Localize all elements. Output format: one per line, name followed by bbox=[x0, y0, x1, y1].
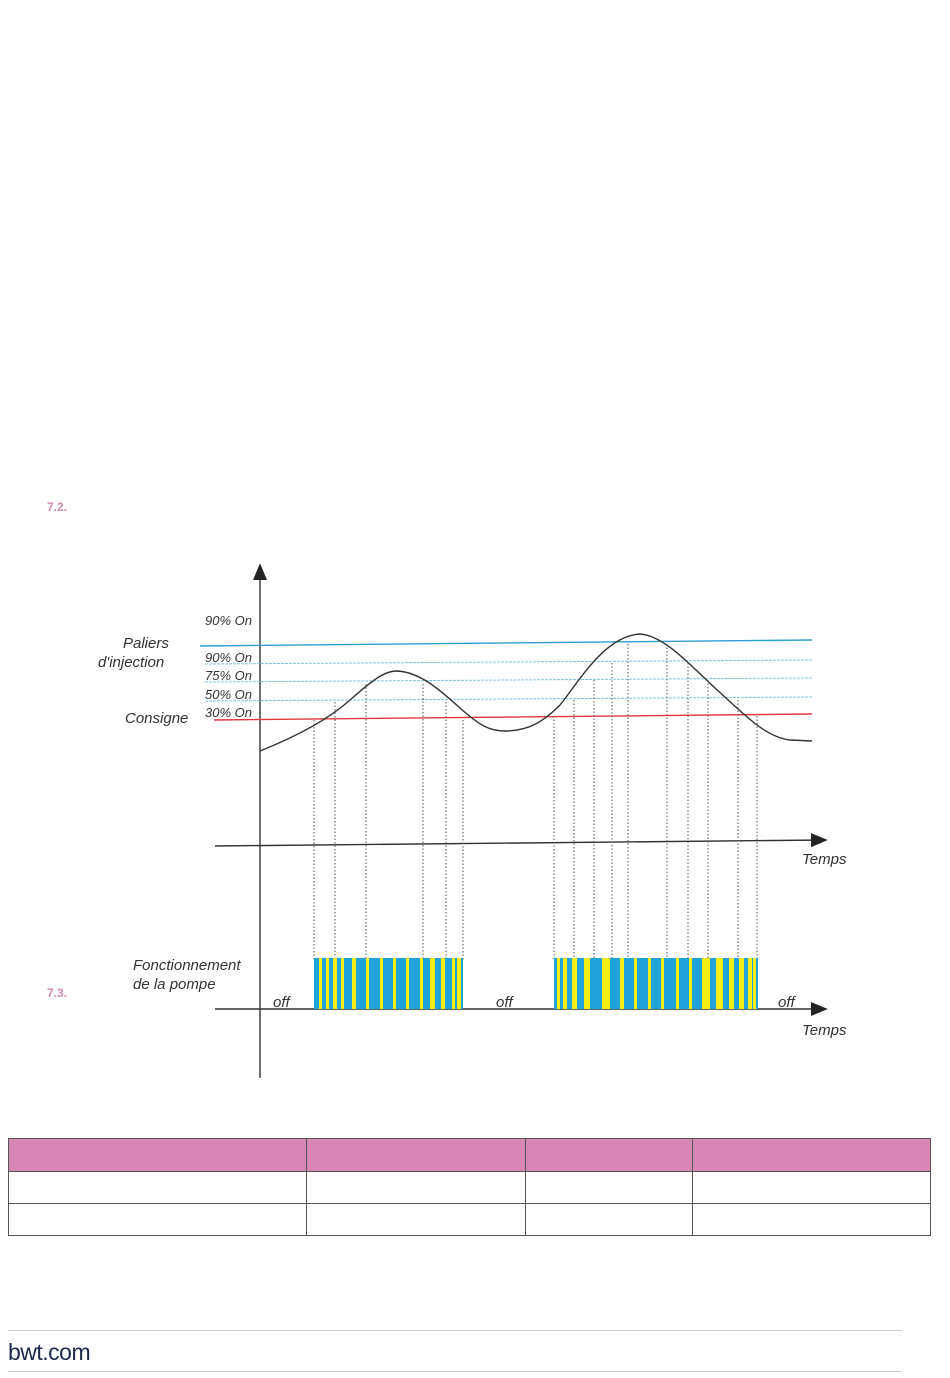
time-axis-upper bbox=[215, 840, 825, 846]
pump-pulse bbox=[406, 958, 409, 1009]
pump-pulse bbox=[420, 958, 423, 1009]
table-header-cell bbox=[307, 1139, 526, 1172]
pump-pulse bbox=[326, 958, 329, 1009]
threshold-line-50 bbox=[205, 697, 812, 701]
pump-pulse bbox=[430, 958, 435, 1009]
threshold-label-50: 50% On bbox=[205, 687, 252, 702]
table-row bbox=[9, 1204, 931, 1236]
pump-pulse bbox=[661, 958, 664, 1009]
paliers-label-line2: d'injection bbox=[98, 654, 165, 671]
pump-pulse bbox=[748, 958, 752, 1009]
consigne-line bbox=[214, 714, 812, 720]
threshold-label-90-top: 90% On bbox=[205, 613, 252, 628]
pump-pulse bbox=[457, 958, 461, 1009]
pump-pulse bbox=[716, 958, 723, 1009]
table-header-row bbox=[9, 1139, 931, 1172]
table-cell bbox=[9, 1204, 307, 1236]
footer-rule-top bbox=[8, 1330, 901, 1331]
pump-operation-bars bbox=[314, 958, 758, 1009]
pump-pulse bbox=[319, 958, 322, 1009]
pump-pulse bbox=[557, 958, 560, 1009]
table-cell bbox=[693, 1172, 931, 1204]
table-row bbox=[9, 1172, 931, 1204]
pump-pulse bbox=[689, 958, 692, 1009]
table-header-cell bbox=[9, 1139, 307, 1172]
table-cell bbox=[9, 1172, 307, 1204]
threshold-label-90: 90% On bbox=[205, 650, 252, 665]
threshold-label-75: 75% On bbox=[205, 668, 252, 683]
pump-pulse bbox=[702, 958, 710, 1009]
table-cell bbox=[307, 1204, 526, 1236]
off-label-3: off bbox=[778, 994, 795, 1011]
table-cell bbox=[526, 1172, 693, 1204]
table-cell bbox=[307, 1172, 526, 1204]
section-number-7-2: 7.2. bbox=[47, 500, 68, 514]
time-axis-label-lower: Temps bbox=[802, 1022, 847, 1039]
pump-pulse bbox=[648, 958, 651, 1009]
table-header-cell bbox=[693, 1139, 931, 1172]
measurement-curve bbox=[260, 634, 812, 751]
threshold-line-90 bbox=[205, 660, 812, 664]
footer-rule-bottom bbox=[8, 1371, 901, 1372]
data-table bbox=[8, 1138, 931, 1236]
pump-pulse bbox=[452, 958, 455, 1009]
consigne-label: Consigne bbox=[125, 710, 189, 727]
section-number-7-3: 7.3. bbox=[47, 986, 68, 1000]
pump-label-line1: Fonctionnement bbox=[133, 957, 241, 974]
off-label-1: off bbox=[273, 994, 290, 1011]
pump-pulse bbox=[620, 958, 624, 1009]
projection-lines bbox=[314, 644, 757, 960]
table-cell bbox=[526, 1204, 693, 1236]
pump-pulse bbox=[563, 958, 567, 1009]
threshold-label-30: 30% On bbox=[205, 705, 252, 720]
pump-pulse bbox=[739, 958, 744, 1009]
threshold-line-75 bbox=[205, 678, 812, 682]
pump-pulse bbox=[341, 958, 344, 1009]
pump-pulse bbox=[352, 958, 356, 1009]
pump-pulse bbox=[366, 958, 369, 1009]
pump-pulse bbox=[729, 958, 734, 1009]
pump-pulse bbox=[333, 958, 337, 1009]
pump-pulse bbox=[380, 958, 383, 1009]
pump-pulse bbox=[393, 958, 396, 1009]
pump-pulse bbox=[441, 958, 445, 1009]
footer-brand: bwt.com bbox=[8, 1339, 91, 1365]
table-header-cell bbox=[526, 1139, 693, 1172]
pump-pulse bbox=[602, 958, 610, 1009]
pump-pulse bbox=[676, 958, 679, 1009]
pump-pulse bbox=[634, 958, 637, 1009]
pump-pulse bbox=[584, 958, 590, 1009]
pump-pulse bbox=[572, 958, 577, 1009]
table-cell bbox=[693, 1204, 931, 1236]
threshold-line-90-top bbox=[200, 640, 812, 646]
pump-pulse bbox=[753, 958, 756, 1009]
paliers-label-line1: Paliers bbox=[123, 635, 169, 652]
off-label-2: off bbox=[496, 994, 513, 1011]
pump-label-line2: de la pompe bbox=[133, 976, 216, 993]
time-axis-label-upper: Temps bbox=[802, 851, 847, 868]
